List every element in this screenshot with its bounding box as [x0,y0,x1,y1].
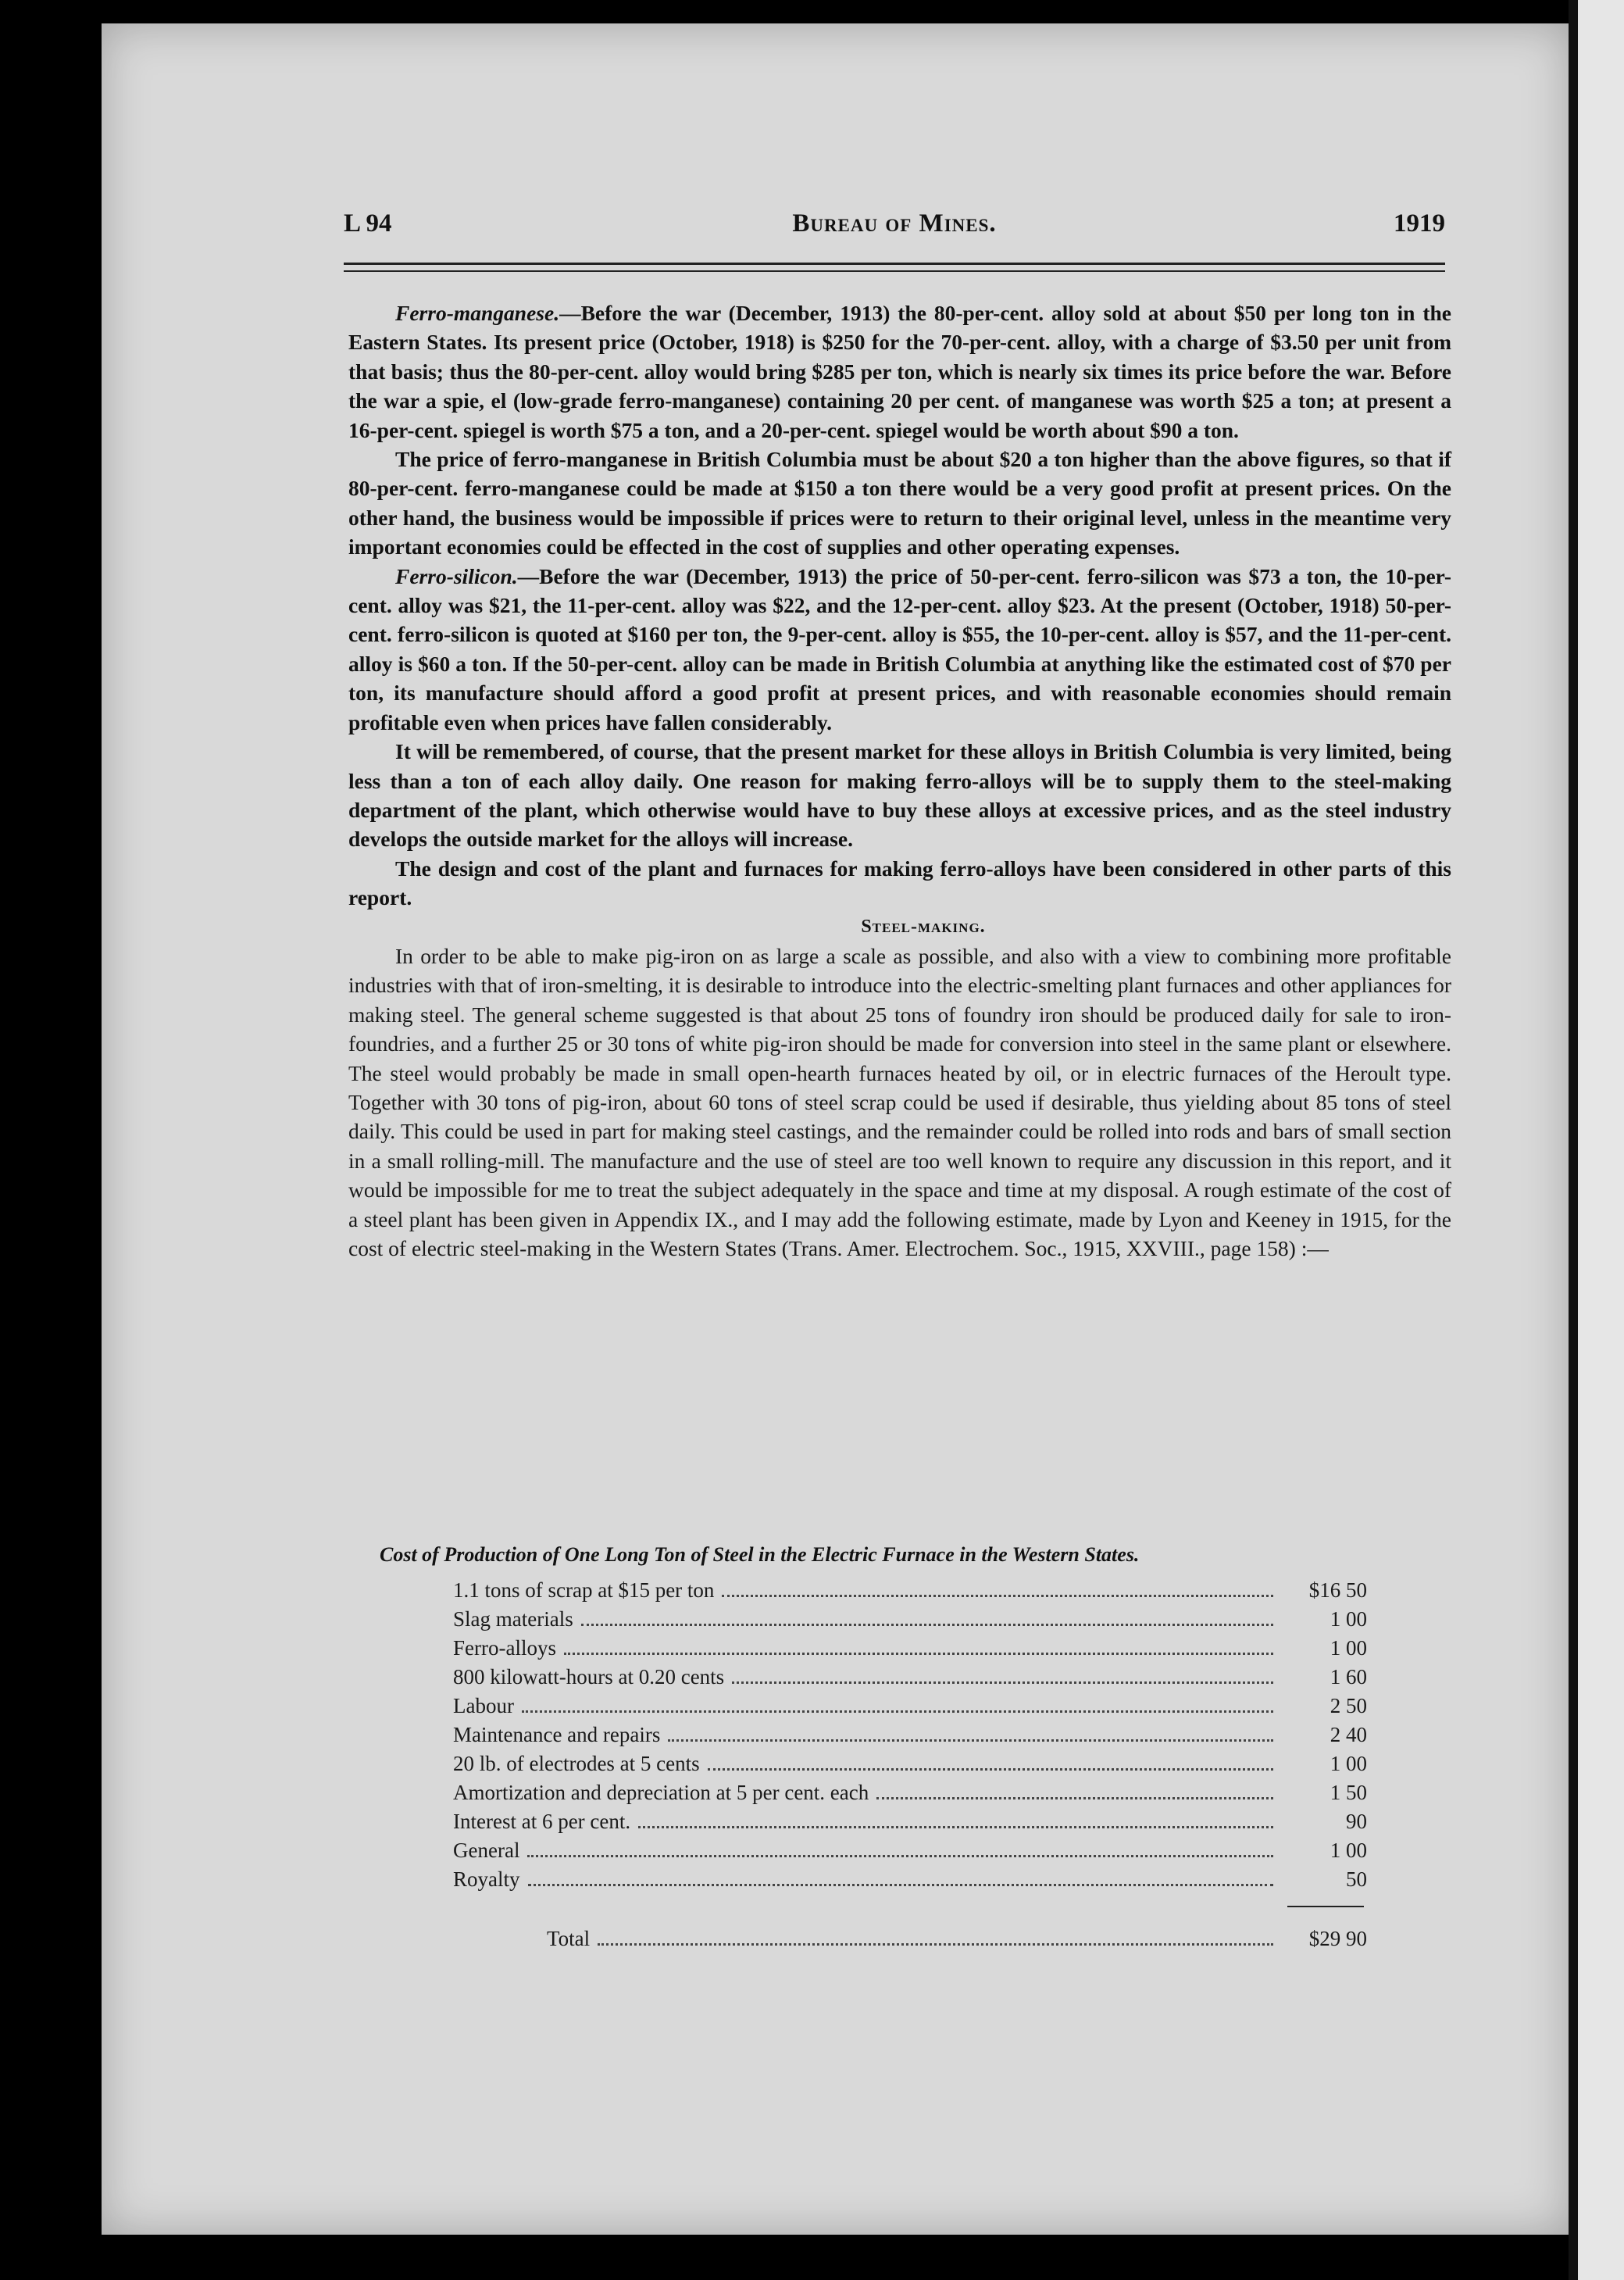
row-amount: 90 [1346,1810,1367,1833]
header-rule-top [344,263,1445,265]
row-amount: $16 50 [1308,1578,1367,1602]
row-amount: 1 00 [1330,1607,1367,1631]
paragraph-steel-making: In order to be able to make pig-iron on as large a scale as possible, and also with a view to combining more profitable industries with that of iron-smelting, it is desirable to introduce into the electric-smelting plant furnaces and other appliances for making steel. The general scheme suggested is that about 25 tons of foundry iron should be produced daily for sale to iron-foundries, and a further 25 or 30 tons of white pig-iron should be made for conversion into steel in the same plant or elsewhere. The steel would probably be made in small open-hearth furnaces heated by oil, or in electric furnaces of the Heroult type. Together with 30 tons of pig-iron, about 60 tons of steel scrap could be used if desirable, thus yielding about 85 tons of steel daily. This could be used in part for making steel castings, and the remainder could be rolled into rods and bars of small section in a small rolling-mill. The manufacture and the use of steel are too well known to require any discussion in this report, and it would be impossible for me to treat the subject adequately in the space and time at my disposal. A rough estimate of the cost of a steel plant has been given in Appendix IX., and I may add the following estimate, made by Lyon and Keeney in 1915, for the cost of electric steel-making in the Western States (Trans. Amer. Electrochem. Soc., 1915, XXVIII., page 158) :— [348,943,1451,1260]
table-row [453,1867,1367,1896]
row-label: Royalty [453,1867,520,1891]
row-amount: 2 50 [1330,1694,1367,1717]
cost-table [453,1578,1367,1896]
row-amount: 2 40 [1330,1723,1367,1746]
paragraph-market: It will be remembered, of course, that the present market for these alloys in British Columbia is very limited, being less than a ton of each alloy daily. One reason for making ferro-alloys will be to supply them to the steel-making department of the plant, which otherwise would have to buy these alloys at excessive prices, and as the steel industry develops the outside market for the alloys will increase. [348,739,1451,852]
table-row [453,1839,1367,1867]
row-label: Amortization and depreciation at 5 per cent. each [453,1781,869,1804]
paragraph-design: The design and cost of the plant and furnaces for making ferro-alloys have been considered in other parts of this report. [348,856,1451,910]
run-in-heading: Ferro-manganese. [395,301,560,325]
paragraph-text: —Before the war (December, 1913) the price of 50-per-cent. ferro-silicon was $73 a ton, the 10-per-cent. alloy was $21, the 11-per-cent. alloy was $22, and the 12-per-cent. alloy $23. At the present (October, 1918) 50-per-cent. ferro-silicon is quoted at $160 per ton, the 9-per-cent. alloy is $55, the 10-per-cent. alloy is $57, and the 11-per-cent. alloy is $60 a ton. If the 50-per-cent. alloy can be made in British Columbia at anything like the estimated cost of $70 per ton, its manufacture should afford a good profit at present prices, and with reasonable economies should remain profitable even when prices have fallen considerably. [348,563,1451,734]
dot-leader [581,1624,1273,1626]
table-row [453,1752,1367,1781]
header-rule-bottom [344,270,1445,272]
table-row [453,1636,1367,1665]
row-label: 800 kilowatt-hours at 0.20 cents [453,1665,725,1689]
page-edge-shadow [1569,0,1578,2280]
row-label: 1.1 tons of scrap at $15 per ton [453,1578,715,1602]
dot-leader [638,1826,1273,1828]
dot-leader [708,1768,1273,1771]
section-title: Steel-making. [861,916,986,937]
row-label: Slag materials [453,1607,573,1631]
table-row [453,1781,1367,1810]
row-amount: 1 50 [1330,1781,1367,1804]
running-header [344,209,1445,241]
paragraph-ferro-manganese [348,298,1451,445]
row-label: Labour [453,1694,514,1717]
table-row [453,1665,1367,1694]
row-label: 20 lb. of electrodes at 5 cents [453,1752,700,1775]
table-row [453,1810,1367,1839]
table-row [453,1723,1367,1752]
table-row [453,1694,1367,1723]
table-row [453,1607,1367,1636]
dot-leader [522,1710,1273,1713]
row-amount: 1 60 [1330,1665,1367,1689]
page-number: L 94 [344,209,392,238]
body-text [348,298,1451,1263]
total-rule [1287,1906,1364,1907]
table-title: Cost of Production of One Long Ton of Steel in the Electric Furnace in the Western States. [380,1543,1140,1566]
dot-leader [564,1653,1273,1655]
row-label: Ferro-alloys [453,1636,556,1660]
dot-leader [527,1855,1273,1857]
running-title: Bureau of Mines. [792,209,997,238]
run-in-heading: Ferro-silicon. [395,563,518,588]
paragraph-ferro-silicon [348,562,1451,737]
total-amount: $29 90 [1308,1927,1367,1950]
header-year: 1919 [1394,209,1445,238]
dot-leader [722,1595,1273,1597]
dot-leader [528,1884,1274,1886]
total-label: Total [547,1927,591,1950]
paragraph-text: —Before the war (December, 1913) the 80-per-cent. alloy sold at about $50 per long ton in the Eastern States. Its present price (October, 1918) is $250 for the 70-per-cent. alloy, with a charge of $3.50 per unit from that basis; thus the 80-per-cent. alloy would bring $285 per ton, which is nearly six times its price before the war. Before the war a spie, el (low-grade ferro-manganese) containing 20 per cent. of manganese was worth $25 a ton; at present a 16-per-cent. spiegel is worth $75 a ton, and a 20-per-cent. spiegel would be worth about $90 a ton. [348,301,1451,442]
adjacent-page-edge [1578,0,1624,2280]
row-amount: 1 00 [1330,1752,1367,1775]
dot-leader [732,1681,1273,1684]
dot-leader [668,1739,1273,1742]
row-label: Interest at 6 per cent. [453,1810,631,1833]
row-amount: 1 00 [1330,1839,1367,1862]
paragraph-price-bc: The price of ferro-manganese in British Columbia must be about $20 a ton higher than the above figures, so that if 80-per-cent. ferro-manganese could be made at $150 a ton there would be a very good profit at present prices. On the other hand, the business would be impossible if prices were to return to their original level, unless in the meantime very important economies could be effected in the cost of supplies and other operating expenses. [348,447,1451,559]
row-amount: 50 [1346,1867,1367,1891]
dot-leader [876,1797,1273,1799]
dot-leader [598,1943,1273,1946]
row-label: General [453,1839,520,1862]
row-label: Maintenance and repairs [453,1723,661,1746]
table-row [453,1578,1367,1607]
row-amount: 1 00 [1330,1636,1367,1660]
total-row [547,1927,1367,1956]
